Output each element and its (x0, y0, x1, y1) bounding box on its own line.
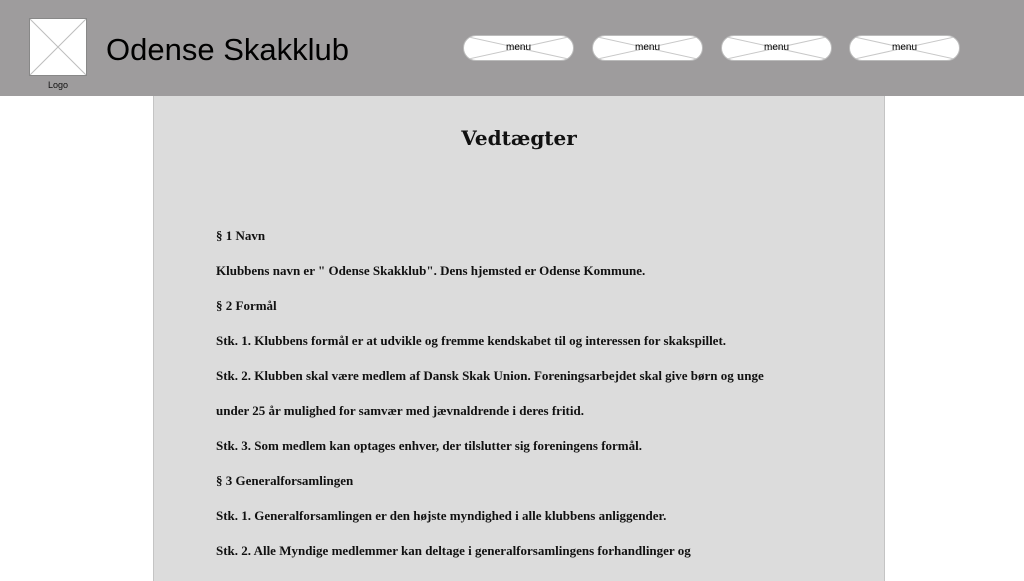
statutes-text (216, 227, 796, 577)
menu-button-1[interactable] (463, 35, 574, 61)
page-title: Vedtægter (461, 126, 577, 150)
section-heading: § 1 Navn (216, 228, 266, 243)
paragraph: Stk. 1. Klubbens formål er at udvikle og fremme kendskabet til og interessen for skakspillet. (216, 333, 727, 348)
paragraph: Stk. 3. Som medlem kan optages enhver, der tilslutter sig foreningens formål. (216, 438, 642, 453)
paragraph: Stk. 2. Klubben skal være medlem af Dansk Skak Union. Foreningsarbejdet skal give børn og unge (216, 368, 764, 383)
menu-button-label: menu (505, 42, 531, 53)
image-placeholder-icon (30, 19, 86, 75)
paragraph: Stk. 1. Generalforsamlingen er den højste myndighed i alle klubbens anliggender. (216, 508, 667, 523)
logo-caption: Logo (47, 80, 69, 90)
menu-button-2[interactable] (592, 35, 703, 61)
paragraph: under 25 år mulighed for samvær med jævnaldrende i deres fritid. (216, 403, 584, 418)
paragraph: Stk. 2. Alle Myndige medlemmer kan deltage i generalforsamlingens forhandlinger og (216, 543, 691, 558)
section-heading: § 3 Generalforsamlingen (216, 473, 354, 488)
menu-button-label: menu (763, 42, 789, 53)
menu-button-label: menu (891, 42, 917, 53)
logo-placeholder-icon[interactable] (29, 18, 87, 76)
menu-button-label: menu (634, 42, 660, 53)
site-header (0, 0, 1024, 96)
menu-button-3[interactable] (721, 35, 832, 61)
menu-button-4[interactable] (849, 35, 960, 61)
paragraph: Klubbens navn er " Odense Skakklub". Dens hjemsted er Odense Kommune. (216, 263, 646, 278)
site-title: Odense Skakklub (106, 32, 349, 67)
main-content (153, 96, 885, 581)
section-heading: § 2 Formål (216, 298, 277, 313)
